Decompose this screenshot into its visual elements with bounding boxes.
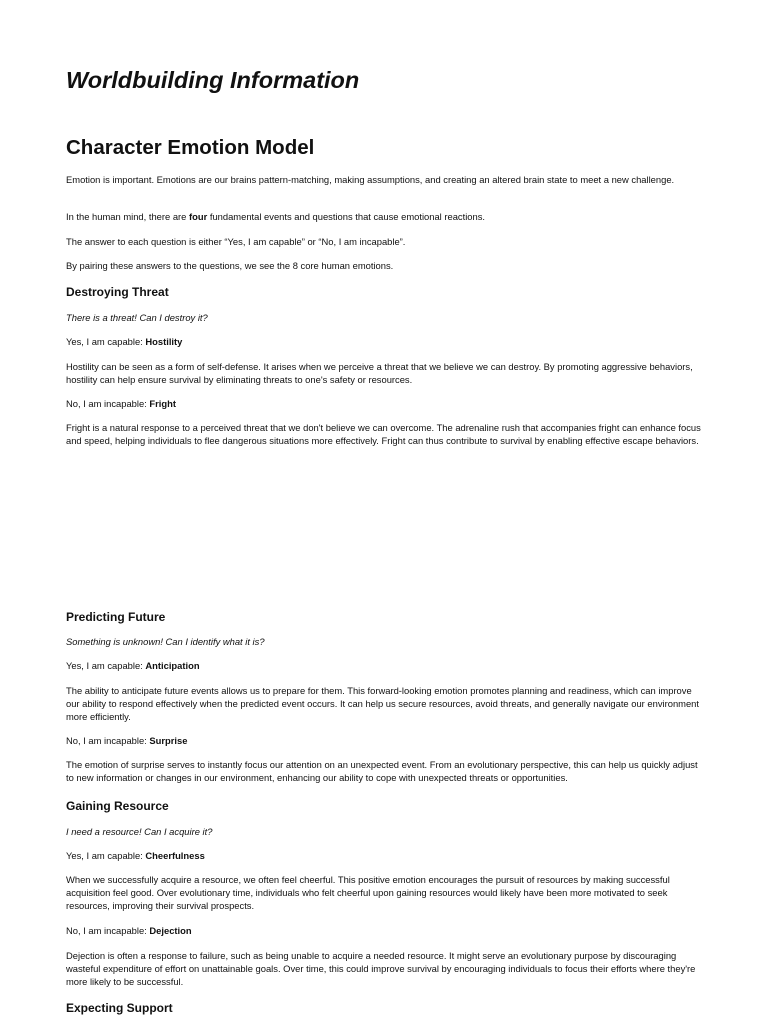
- capable-answer: Yes, I am capable: Cheerfulness: [66, 850, 205, 861]
- emotion-name: Dejection: [149, 925, 192, 936]
- emotion-description: Hostility can be seen as a form of self-defense. It arises when we perceive a threat that we believe we can destroy. By promoting aggressive behaviors, hostility can help ensure survival by eliminating threats to one's safety or resources.: [66, 361, 693, 385]
- subsection-title: Gaining Resource: [66, 799, 169, 813]
- emotion-name: Hostility: [145, 336, 183, 347]
- emotion-description: The emotion of surprise serves to instantly focus our attention on an unexpected event. From an evolutionary perspective, this can help us quickly adjust to new information or changes in our environment, enhancing our ability to cope with unexpected threats or opportunities.: [66, 759, 698, 783]
- incapable-answer: No, I am incapable: Surprise: [66, 735, 188, 746]
- subsection-question: There is a threat! Can I destroy it?: [66, 312, 208, 323]
- subsection-title: Expecting Support: [66, 1001, 173, 1015]
- capable-answer: Yes, I am capable: Anticipation: [66, 660, 200, 671]
- emotion-name: Surprise: [149, 735, 188, 746]
- intro-paragraph-1: Emotion is important. Emotions are our brains pattern-matching, making assumptions, and creating an altered brain state to meet a new challenge.: [66, 174, 675, 185]
- emotion-name: Anticipation: [145, 660, 200, 671]
- emotion-description: When we successfully acquire a resource, we often feel cheerful. This positive emotion encourages the pursuit of resources by making successful acquisition feel good. Over evolutionary time, individuals who felt cheerful upon gaining resources would likely have been more motivated to seek resources, improving their survival prospects.: [66, 874, 670, 911]
- subsection-question: I need a resource! Can I acquire it?: [66, 826, 213, 837]
- emotion-name: Cheerfulness: [145, 850, 205, 861]
- subsection-title: Predicting Future: [66, 610, 166, 624]
- intro-paragraph-2: In the human mind, there are four fundamental events and questions that cause emotional reactions.: [66, 211, 486, 222]
- subsection-question: Something is unknown! Can I identify what it is?: [66, 636, 265, 647]
- emotion-name: Fright: [149, 398, 176, 409]
- capable-answer: Yes, I am capable: Hostility: [66, 336, 183, 347]
- incapable-answer: No, I am incapable: Dejection: [66, 925, 192, 936]
- emotion-description: Fright is a natural response to a perceived threat that we don't believe we can overcome. The adrenaline rush that accompanies fright can enhance focus and speed, helping individuals to flee dangerous situations more effectively. Fright can thus contribute to survival by enabling effective escape behaviors.: [66, 422, 701, 446]
- section-heading: Character Emotion Model: [66, 136, 315, 159]
- subsection-title: Destroying Threat: [66, 285, 169, 299]
- emphasis-four: four: [189, 211, 208, 222]
- emotion-description: Dejection is often a response to failure, such as being unable to acquire a needed resource. It might serve an evolutionary purpose by discouraging wasteful expenditure of effort on unattainable goals. Over time, this could improve survival by encouraging individuals to focus their efforts where they're more likely to be successful.: [66, 950, 696, 987]
- intro-paragraph-4: By pairing these answers to the questions, we see the 8 core human emotions.: [66, 260, 394, 271]
- incapable-answer: No, I am incapable: Fright: [66, 398, 176, 409]
- emotion-description: The ability to anticipate future events allows us to prepare for them. This forward-looking emotion promotes planning and readiness, which can improve our ability to respond effectively when the predicted event occurs. It can help us secure resources, avoid threats, and generally navigate our environment more efficiently.: [66, 685, 699, 722]
- intro-paragraph-3: The answer to each question is either “Yes, I am capable” or “No, I am incapable”.: [66, 236, 406, 247]
- document-title: Worldbuilding Information: [66, 67, 360, 93]
